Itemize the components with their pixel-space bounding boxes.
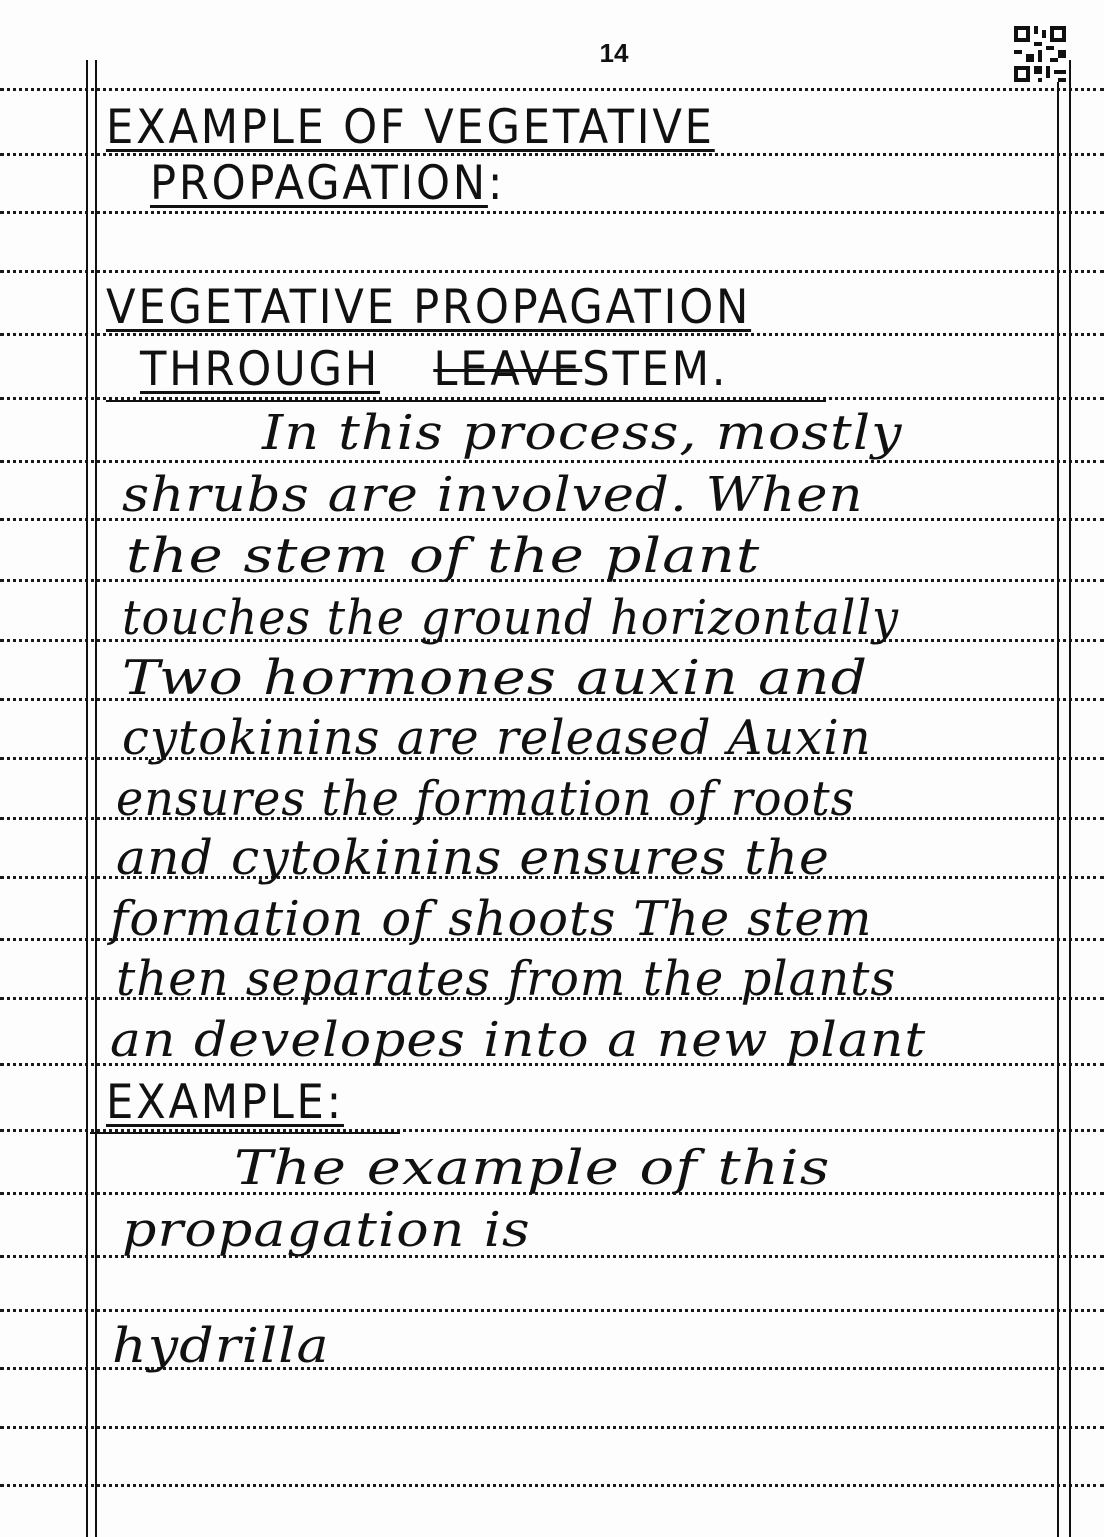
heading-through-stem [140,342,728,397]
heading-example-of-vegetative [106,100,715,155]
rule-line [0,1426,1104,1429]
body-line: ensures the formation of roots [116,771,856,827]
heading-colon: : [487,156,506,211]
example-line: propagation is [122,1202,531,1258]
body-line: the stem of the plant [126,528,761,584]
right-margin-line [1057,60,1059,1537]
body-line: and cytokinins ensures the [116,830,830,886]
heading-line: PROPAGATION [150,156,488,211]
body-line: touches the ground horizontally [122,590,900,646]
heading-line: EXAMPLE OF VEGETATIVE [106,100,715,155]
body-line: cytokinins are released Auxin [122,710,872,766]
right-margin-line [1069,60,1071,1537]
heading-propagation [150,156,505,211]
left-margin-line [95,60,97,1537]
body-line: an developes into a new plant [110,1012,927,1068]
rule-line [0,270,1104,273]
rule-line [0,211,1104,214]
rule-line [0,1484,1104,1487]
heading-underline [106,400,826,402]
struck-word: LEAVE [433,342,583,397]
heading-vegetative-propagation [106,280,751,335]
example-heading-text: EXAMPLE: [106,1075,344,1130]
rule-line [0,1309,1104,1312]
body-line: Two hormones auxin and [122,650,869,706]
example-heading [106,1075,344,1130]
page-number: 14 [599,38,629,68]
heading-word: THROUGH [140,342,381,397]
example-line: The example of this [234,1140,831,1196]
body-line: shrubs are involved. When [122,467,864,523]
heading-word: STEM. [582,342,729,397]
body-line: formation of shoots The stem [110,891,873,947]
heading-line: VEGETATIVE PROPAGATION [106,280,752,335]
qr-code-icon [1014,26,1066,82]
example-underline [90,1132,400,1134]
example-line: hydrilla [112,1318,330,1374]
left-margin-line [86,60,88,1537]
rule-line [0,88,1104,91]
body-line: In this process, mostly [262,405,903,461]
body-line: then separates from the plants [116,951,897,1007]
